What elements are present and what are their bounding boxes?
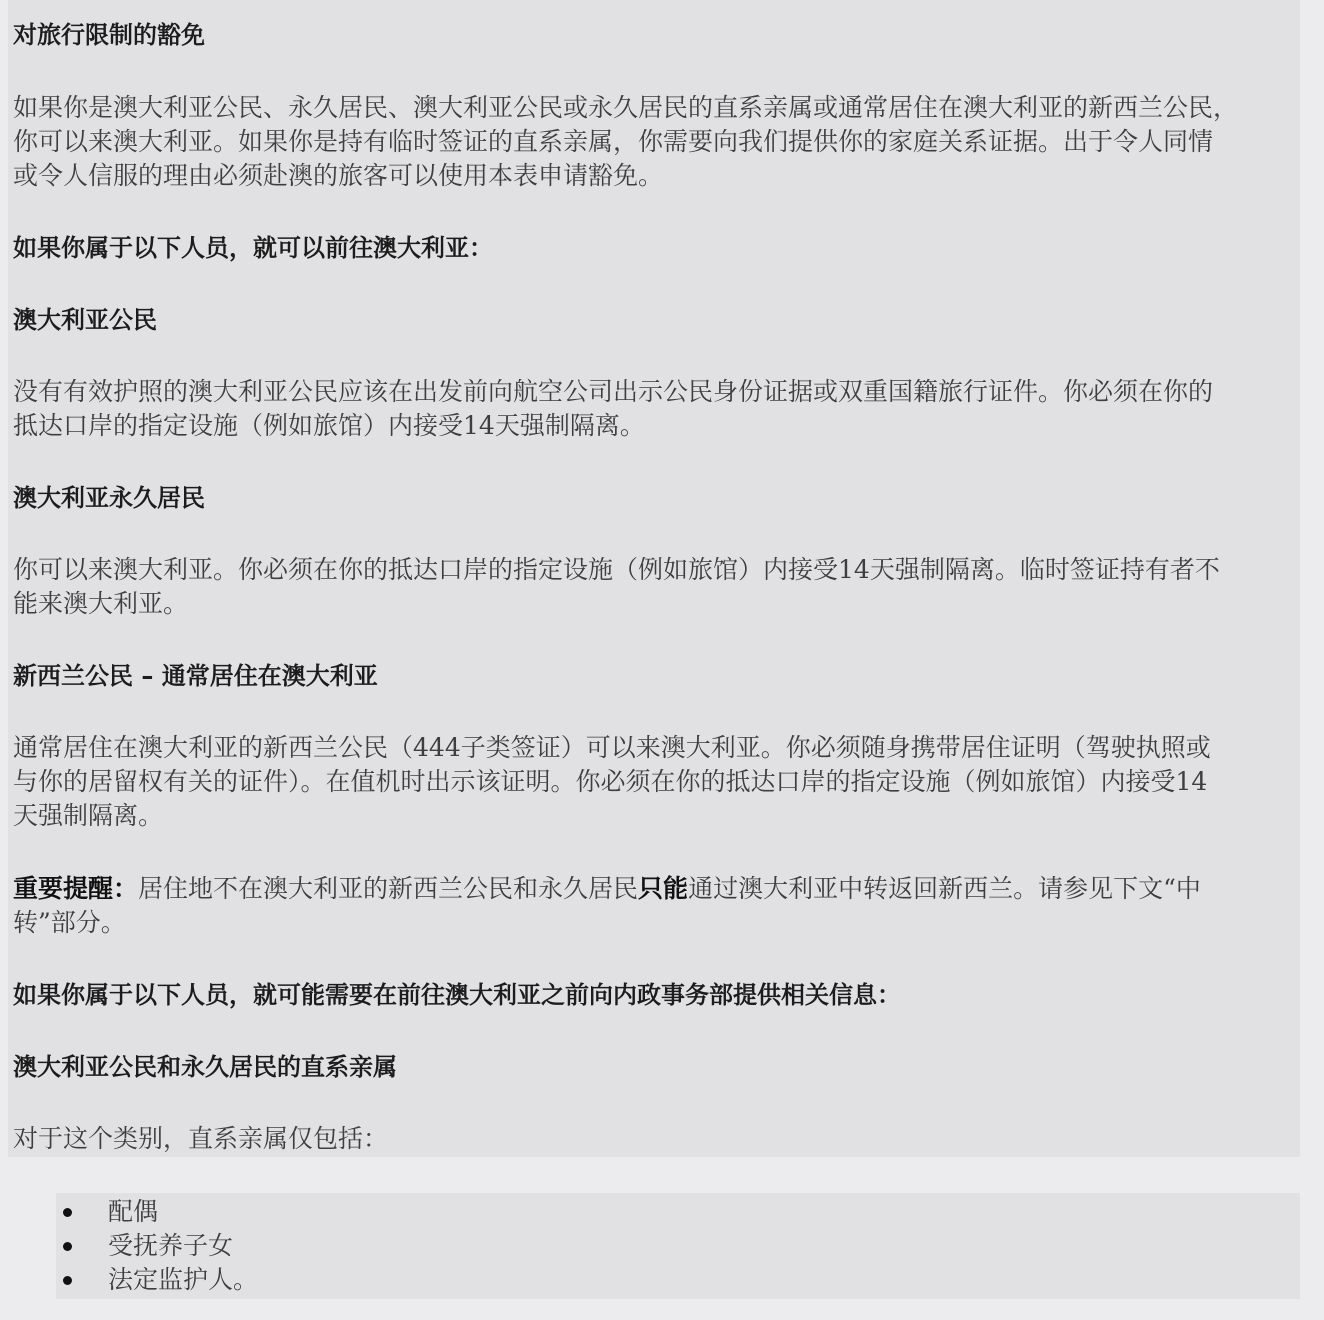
notice-text-before: 居住地不在澳大利亚的新西兰公民和永久居民 xyxy=(138,874,639,903)
page-title: 对旅行限制的豁免 xyxy=(13,21,205,49)
intro-line-3: 或令人信服的理由必须赴澳的旅客可以使用本表申请豁免。 xyxy=(13,161,664,190)
bullet-icon xyxy=(63,1242,72,1251)
citizens-heading: 澳大利亚公民 xyxy=(13,306,157,334)
intro-line-1: 如果你是澳大利亚公民、永久居民、澳大利亚公民或永久居民的直系亲属或通常居住在澳大利亚的新西兰公民， xyxy=(13,93,1239,122)
nz-line-1: 通常居住在澳大利亚的新西兰公民（444子类签证）可以来澳大利亚。你必须随身携带居住证明（驾驶执照或 xyxy=(13,733,1211,762)
notice-line-2: 转”部分。 xyxy=(13,908,126,937)
citizens-line-1: 没有有效护照的澳大利亚公民应该在出发前向航空公司出示公民身份证据或双重国籍旅行证件。你必须在你的 xyxy=(13,377,1214,406)
family-text: 对于这个类别，直系亲属仅包括： xyxy=(13,1124,389,1153)
nz-line-3: 天强制隔离。 xyxy=(13,801,164,830)
list-item-dependent-children: 受抚养子女 xyxy=(108,1231,234,1260)
notice-emphasis: 只能 xyxy=(638,874,689,903)
notice-colon: ： xyxy=(113,874,139,903)
citizens-line-2: 抵达口岸的指定设施（例如旅馆）内接受14天强制隔离。 xyxy=(13,411,645,440)
pr-heading: 澳大利亚永久居民 xyxy=(13,484,205,512)
nz-line-2: 与你的居留权有关的证件）。在值机时出示该证明。你必须在你的抵达口岸的指定设施（例如旅馆）内接受14 xyxy=(13,767,1208,796)
nz-heading: 新西兰公民 – 通常居住在澳大利亚 xyxy=(13,662,378,690)
notice-label: 重要提醒 xyxy=(13,874,114,903)
bullet-icon xyxy=(63,1208,72,1217)
intro-line-2: 你可以来澳大利亚。如果你是持有临时签证的直系亲属，你需要向我们提供你的家庭关系证据。出于令人同情 xyxy=(13,127,1214,156)
important-notice xyxy=(13,872,1201,906)
list-item-spouse: 配偶 xyxy=(108,1197,159,1226)
bullet-icon xyxy=(63,1276,72,1285)
family-heading: 澳大利亚公民和永久居民的直系亲属 xyxy=(13,1053,397,1081)
notice-text-after: 通过澳大利亚中转返回新西兰。请参见下文“中 xyxy=(688,874,1201,903)
list-item-legal-guardian: 法定监护人。 xyxy=(108,1265,259,1294)
pr-line-2: 能来澳大利亚。 xyxy=(13,589,189,618)
pr-line-1: 你可以来澳大利亚。你必须在你的抵达口岸的指定设施（例如旅馆）内接受14天强制隔离。临时签证持有者不 xyxy=(13,555,1220,584)
may-need-heading: 如果你属于以下人员，就可能需要在前往澳大利亚之前向内政事务部提供相关信息： xyxy=(13,981,901,1009)
can-travel-heading: 如果你属于以下人员，就可以前往澳大利亚： xyxy=(13,234,493,262)
